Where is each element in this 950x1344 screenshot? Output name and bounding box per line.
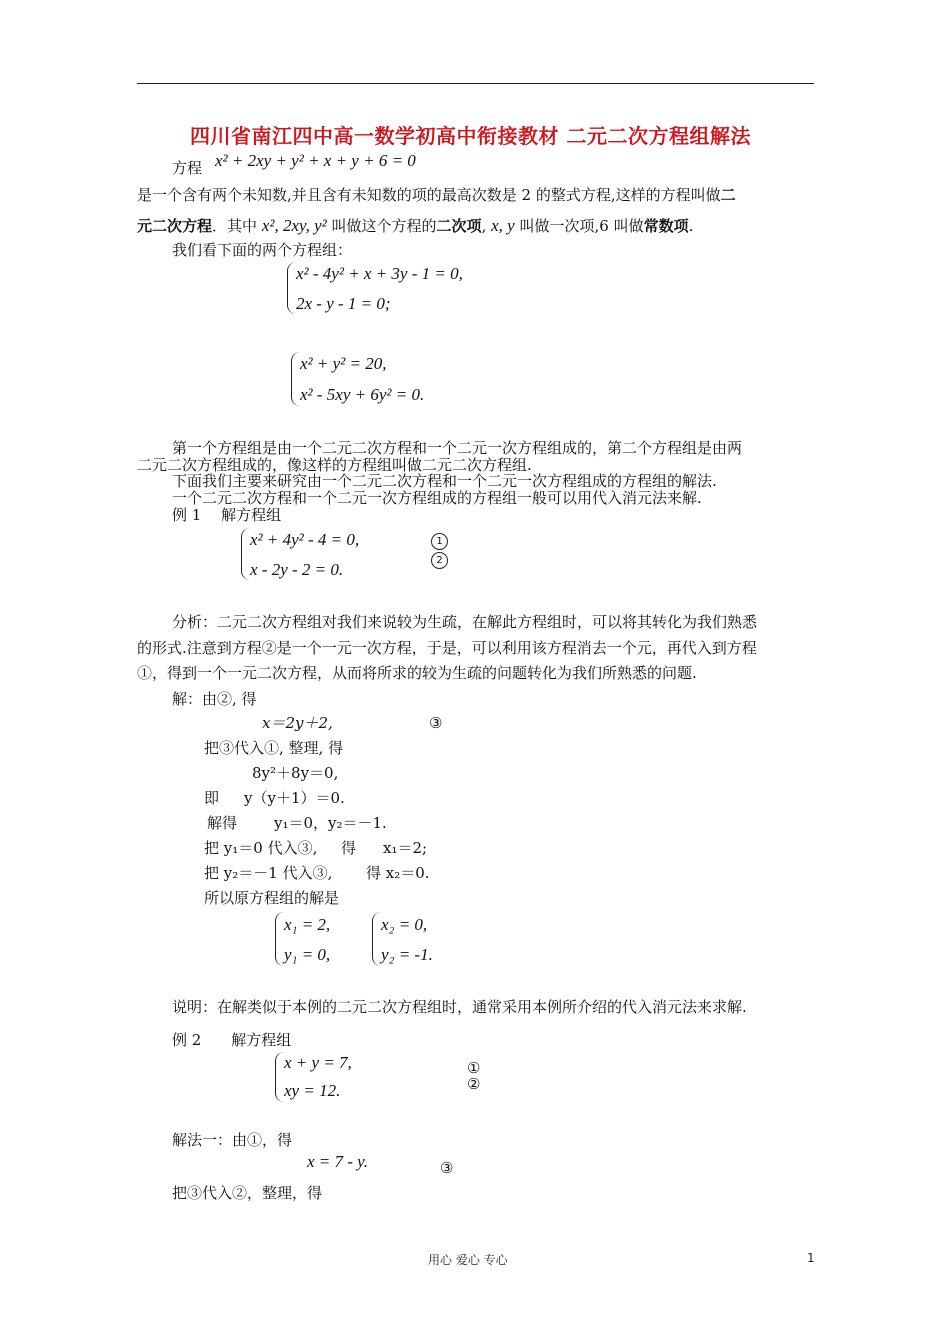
look-line: 我们看下面的两个方程组：: [172, 241, 353, 259]
footer-slogan: 用心 爱心 专心: [428, 1253, 508, 1267]
sol-step5b: y₁＝0，y₂＝－1.: [274, 814, 387, 832]
sol-step8: 所以原方程组的解是: [204, 889, 340, 907]
sol-step5a: 解得: [207, 814, 238, 832]
ex2-brace: [275, 1052, 284, 1102]
term-quadratic: 二次项: [436, 217, 482, 235]
term-constant: 常数项: [643, 217, 689, 235]
method1-step0: 解法一：由①，得: [172, 1131, 293, 1149]
intro-label: 方程: [172, 159, 203, 177]
linear-terms: x, y: [491, 216, 515, 235]
analysis-line2: 的形式.注意到方程②是一个一元一次方程，于是，可以利用该方程消去一个元，再代入到方程: [137, 639, 757, 657]
sol-step6c: x₁＝2;: [383, 839, 428, 857]
sol-step0: 解：由②, 得: [172, 690, 257, 708]
sol-step6a: 把 y₁＝0 代入③,: [204, 839, 318, 857]
ex2-mark2: ②: [467, 1075, 481, 1093]
note: 说明：在解类似于本例的二元二次方程组时，通常采用本例所介绍的代入消元法来求解.: [172, 998, 747, 1016]
ex2-eq1: x + y = 7,: [284, 1053, 352, 1072]
method1-step1-mark: ③: [440, 1159, 454, 1177]
term-binary-quadratic-a: 二: [720, 186, 736, 204]
page-title: 四川省南江四中高一数学初高中衔接教材 二元二次方程组解法: [190, 124, 751, 148]
intro-line1-text: 是一个含有两个未知数,并且含有未知数的项的最高次数是 2 的整式方程,这样的方程叫做: [137, 186, 721, 204]
intro-equation: x² + 2xy + y² + x + y + 6 = 0: [215, 151, 416, 170]
analysis-line3: ①，得到一个一元二次方程，从而将所求的较为生疏的问题转化为我们所熟悉的问题.: [137, 664, 697, 682]
intro-line2: 元二次方程．其中 x², 2xy, y² 叫做这个方程的二次项, x, y 叫做一次项,6 叫做常数项.: [137, 216, 694, 235]
quadratic-terms: x², 2xy, y²: [261, 216, 327, 235]
sol-step1: x＝2y＋2,: [262, 714, 333, 732]
para2: 下面我们主要来研究由一个二元二次方程和一个二元一次方程组成的方程组的解法.: [172, 472, 717, 490]
header-rule: [137, 83, 814, 84]
ans1-line1: x₁ = 2,: [284, 915, 331, 934]
ans2-brace: [372, 912, 381, 966]
sol-step1-mark: ③: [429, 714, 443, 732]
sol-step7b: 得 x₂＝0.: [366, 864, 430, 882]
intro-line2-called: 叫做这个方程的: [331, 217, 437, 235]
para1-line2: 二元二次方程组成的，像这样的方程组叫做二元二次方程组.: [137, 456, 532, 474]
intro-line2-linear: 叫做一次项,6 叫做: [519, 217, 644, 235]
ex2-label: 例 2 解方程组: [172, 1031, 292, 1049]
ex2-eq2: xy = 12.: [284, 1081, 341, 1100]
ex1-mark2: 2: [431, 552, 448, 569]
system2-eq1: x² + y² = 20,: [300, 354, 387, 373]
para3: 一个二元二次方程和一个二元一次方程组成的方程组一般可以用代入消元法来解.: [172, 489, 702, 507]
ex1-brace: [241, 528, 250, 580]
ex2-mark1: ①: [467, 1059, 481, 1077]
system2-brace: [291, 352, 300, 406]
system2-eq2: x² - 5xy + 6y² = 0.: [300, 385, 425, 404]
intro-line2-mid: ．其中: [212, 217, 258, 235]
ans2-line1: x₂ = 0,: [381, 915, 428, 934]
system1-eq2: 2x - y - 1 = 0;: [296, 294, 391, 313]
sol-step4b: y（y＋1）＝0.: [244, 789, 345, 807]
ex1-label: 例 1 解方程组: [172, 506, 282, 524]
sol-step3: 8y²＋8y＝0,: [252, 764, 339, 782]
system1-brace: [287, 262, 296, 314]
ans1-brace: [275, 912, 284, 966]
method1-step2: 把③代入②，整理，得: [172, 1184, 323, 1202]
para1-line1: 第一个方程组是由一个二元二次方程和一个二元一次方程组成的，第二个方程组是由两: [172, 439, 743, 457]
sol-step7a: 把 y₂＝－1 代入③,: [204, 864, 333, 882]
term-binary-quadratic-b: 元二次方程: [137, 217, 213, 235]
ex1-eq1: x² + 4y² - 4 = 0,: [250, 530, 360, 549]
method1-step1: x = 7 - y.: [307, 1152, 369, 1171]
system1-eq1: x² - 4y² + x + 3y - 1 = 0,: [296, 264, 463, 283]
sol-step2: 把③代入①, 整理, 得: [204, 739, 344, 757]
intro-line2-end: .: [688, 217, 694, 235]
ans1-line2: y₁ = 0,: [284, 945, 331, 964]
sol-step6b: 得: [341, 839, 357, 857]
intro-line1: [137, 188, 736, 203]
analysis-line1: 分析：二元二次方程组对我们来说较为生疏，在解此方程组时，可以将其转化为我们熟悉: [172, 613, 758, 631]
ex1-eq2: x - 2y - 2 = 0.: [250, 560, 344, 579]
ex1-mark1: 1: [431, 533, 448, 550]
ans2-line2: y₂ = -1.: [381, 945, 433, 964]
page-number: 1: [807, 1251, 815, 1265]
sol-step4a: 即: [204, 789, 220, 807]
